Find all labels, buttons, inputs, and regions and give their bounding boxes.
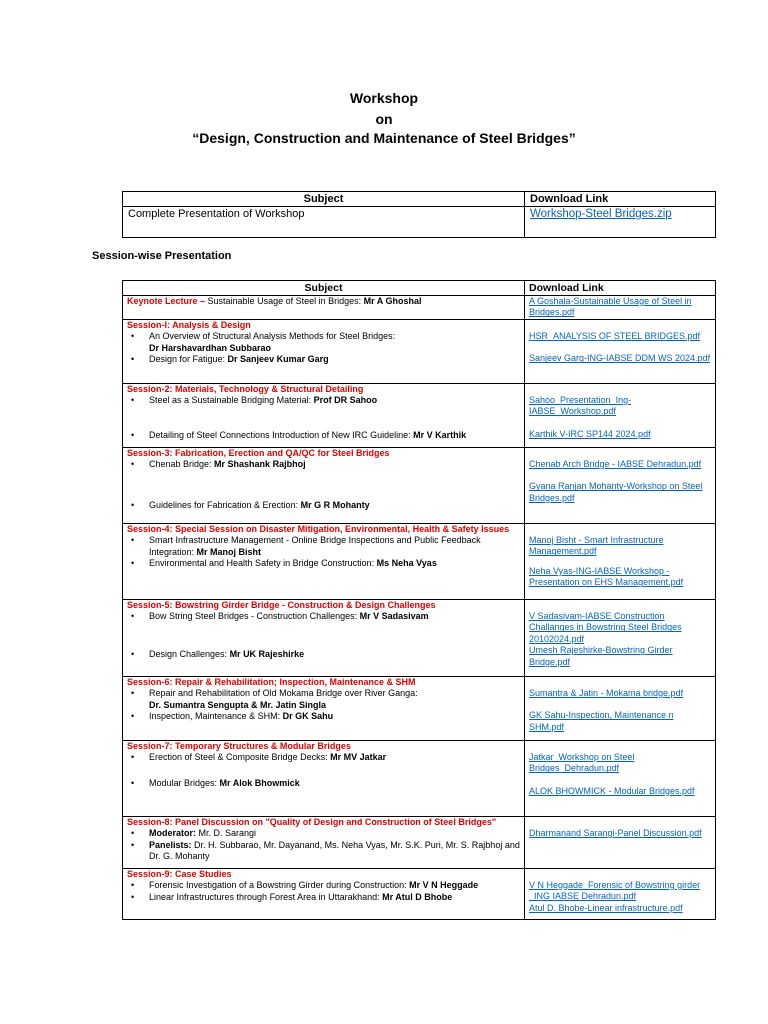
session-9-item-1-title: Forensic Investigation of a Bowstring Girder during Construction:	[149, 880, 410, 891]
table-row-session-6	[123, 677, 716, 741]
keynote-label: Keynote Lecture –	[127, 296, 208, 306]
session-8-moderator: Mr. D. Sarangi	[198, 828, 257, 839]
download-link-session-9-b[interactable]: Atul D. Bhobe-Linear infrastructure.pdf	[529, 902, 683, 913]
download-link-workshop-zip[interactable]: Workshop-Steel Bridges.zip	[530, 208, 672, 220]
session-9-heading: Session-9: Case Studies	[127, 869, 232, 879]
session-9-item-2-title: Linear Infrastructures through Forest Area in Uttarakhand:	[149, 891, 383, 902]
bullet-icon: •	[131, 354, 135, 365]
download-link-session-5-a[interactable]: V Sadasivam-IABSE Construction Challanges in Bowstring Steel Bridges 20102024.pdf	[529, 611, 682, 644]
download-link-session-6-a[interactable]: Sumantra & Jatin - Mokama bridge.pdf	[529, 688, 684, 698]
workshop-download-table	[122, 191, 716, 238]
session-5-item-1-title: Bow String Steel Bridges - Construction Challenges:	[149, 611, 360, 622]
session-7-item-1-speaker: Mr MV Jatkar	[330, 752, 387, 763]
download-link-session-6-b[interactable]: GK Sahu-Inspection, Maintenance n SHM.pdf	[529, 710, 674, 732]
session-1-item-2-title: Design for Fatigue:	[149, 354, 228, 365]
session-5-item-2-speaker: Mr UK Rajeshirke	[229, 648, 305, 659]
session-6-item-1-title: Repair and Rehabilitation of Old Mokama Bridge over River Ganga:	[149, 688, 418, 699]
bullet-icon: •	[131, 429, 135, 440]
download-link-session-3-a[interactable]: Chenab Arch Bridge - IABSE Dehradun.pdf	[529, 459, 702, 469]
col-header-download-link: Download Link	[525, 281, 716, 296]
session-3-item-2-speaker: Mr G R Mohanty	[300, 499, 370, 510]
download-link-session-7-b[interactable]: ALOK BHOWMICK - Modular Bridges.pdf	[529, 785, 695, 796]
session-2-heading: Session-2: Materials, Technology & Structural Detailing	[127, 384, 364, 394]
doc-title-on: on	[375, 111, 393, 127]
session-5-heading: Session-5: Bowstring Girder Bridge - Construction & Design Challenges	[127, 600, 436, 610]
session-2-item-1-title: Steel as a Sustainable Bridging Material:	[149, 395, 314, 406]
keynote-speaker: Mr A Ghoshal	[363, 296, 422, 306]
bullet-icon: •	[131, 777, 135, 788]
session-7-item-2-speaker: Mr Alok Bhowmick	[219, 777, 300, 788]
session-3-heading: Session-3: Fabrication, Erection and QA/QC for Steel Bridges	[127, 448, 390, 458]
session-1-item-1-title: An Overview of Structural Analysis Methods for Steel Bridges:	[149, 331, 396, 342]
download-link-session-5-b[interactable]: Umesh Rajeshirke-Bowstring Girder Bridge.pdf	[529, 645, 673, 667]
session-7-item-1-title: Erection of Steel & Composite Bridge Decks:	[149, 752, 331, 763]
session-4-item-2-title: Environmental and Health Safety in Bridge Construction:	[149, 558, 377, 569]
session-4-item-1-speaker: Mr Manoj Bisht	[196, 546, 262, 557]
session-6-item-2-title: Inspection, Maintenance & SHM:	[149, 711, 283, 722]
download-link-session-7-a[interactable]: Jatkar_Workshop on Steel Bridges_Dehradun.pdf	[529, 752, 635, 774]
download-link-session-2-b[interactable]: Karthik V-IRC SP144 2024.pdf	[529, 428, 651, 439]
bullet-icon: •	[131, 535, 135, 546]
session-6-item-2-speaker: Dr GK Sahu	[282, 711, 334, 722]
session-7-item-2-title: Modular Bridges:	[149, 777, 220, 788]
session-4-heading: Session-4: Special Session on Disaster Mitigation, Environmental, Health & Safety Issues	[127, 524, 510, 534]
session-2-item-2-speaker: Mr V Karthik	[413, 429, 467, 440]
table-row-session-9	[123, 869, 716, 920]
session-9-item-1-speaker: Mr V N Heggade	[409, 880, 479, 891]
download-link-session-1-b[interactable]: Sanjeev Garg-ING-IABSE DDM WS 2024.pdf	[529, 353, 711, 364]
bullet-icon: •	[131, 648, 135, 659]
session-6-item-1-speaker: Dr. Sumantra Sengupta & Mr. Jatin Singla	[149, 699, 327, 710]
download-link-session-2-a[interactable]: Sahoo_Presentation_Ing-IABSE_Workshop.pdf	[529, 395, 632, 417]
session-5-item-2-title: Design Challenges:	[149, 648, 230, 659]
session-6-heading: Session-6: Repair & Rehabilitation; Inspection, Maintenance & SHM	[127, 677, 416, 687]
bullet-icon: •	[131, 839, 135, 850]
bullet-icon: •	[131, 331, 135, 342]
session-3-item-2-title: Guidelines for Fabrication & Erection:	[149, 499, 301, 510]
session-1-item-2-speaker: Dr Sanjeev Kumar Garg	[227, 354, 329, 365]
download-link-session-1-a[interactable]: HSR_ANALYSIS OF STEEL BRIDGES.pdf	[529, 331, 701, 341]
session-9-item-2-speaker: Mr Atul D Bhobe	[382, 891, 453, 902]
download-link-session-3-b[interactable]: Gyana Ranjan Mohanty-Workshop on Steel Bridges.pdf	[529, 481, 703, 503]
session-8-panelists: Dr. H. Subbarao, Mr. Dayanand, Ms. Neha Vyas, Mr. S.K. Puri, Mr. S. Rajbhoj and Dr. G. Mohanty	[149, 839, 520, 862]
table-row-keynote	[123, 296, 716, 320]
bullet-icon: •	[131, 891, 135, 902]
session-download-table	[122, 280, 716, 920]
session-1-item-1-speaker: Dr Harshavardhan Subbarao	[149, 342, 272, 353]
bullet-icon: •	[131, 459, 135, 470]
session-3-item-1-speaker: Mr Shashank Rajbhoj	[214, 459, 306, 470]
bullet-icon: •	[131, 499, 135, 510]
session-3-item-1-title: Chenab Bridge:	[149, 459, 215, 470]
col-header-subject: Subject	[123, 281, 525, 296]
bullet-icon: •	[131, 880, 135, 891]
table-row-session-1	[123, 320, 716, 384]
section-heading-session-wise: Session-wise Presentation	[92, 250, 232, 262]
session-8-moderator-label: Moderator:	[149, 828, 199, 839]
doc-title-topic: “Design, Construction and Maintenance of Steel Bridges”	[192, 130, 576, 146]
bullet-icon: •	[131, 688, 135, 699]
session-2-item-1-speaker: Prof DR Sahoo	[313, 395, 378, 406]
session-2-item-2-title: Detailing of Steel Connections Introduction of New IRC Guideline:	[149, 429, 414, 440]
session-8-panelists-label: Panelists:	[149, 839, 195, 850]
keynote-title: Sustainable Usage of Steel in Bridges:	[207, 296, 364, 306]
download-link-session-9-a[interactable]: V N Heggade_Forensic of Bowstring girder _ING IABSE Dehradun.pdf	[529, 880, 701, 902]
table-row-session-4	[123, 524, 716, 600]
table-row-session-3	[123, 448, 716, 524]
table-row-session-7	[123, 741, 716, 817]
bullet-icon: •	[131, 711, 135, 722]
col-header-download-link: Download Link	[525, 192, 716, 207]
bullet-icon: •	[131, 828, 135, 839]
bullet-icon: •	[131, 395, 135, 406]
session-5-item-1-speaker: Mr V Sadasivam	[359, 611, 429, 622]
table-row-session-2	[123, 384, 716, 448]
download-link-keynote[interactable]: A Goshala-Sustainable Usage of Steel in Bridges.pdf	[529, 296, 692, 318]
col-header-subject: Subject	[123, 192, 525, 207]
bullet-icon: •	[131, 611, 135, 622]
session-1-heading: Session-I: Analysis & Design	[127, 320, 251, 330]
download-link-session-4-b[interactable]: Neha Vyas-ING-IABSE Workshop - Presentation on EHS Management.pdf	[529, 565, 684, 588]
doc-title-workshop: Workshop	[349, 90, 419, 106]
session-7-heading: Session-7: Temporary Structures & Modular Bridges	[127, 741, 351, 751]
table-row-session-8	[123, 817, 716, 869]
session-4-item-2-speaker: Ms Neha Vyas	[376, 558, 437, 569]
session-4-item-1-title: Smart Infrastructure Management - Online Bridge Inspections and Public Feedback Integration:	[149, 535, 481, 557]
table-row-session-5	[123, 600, 716, 677]
download-link-session-4-a[interactable]: Manoj Bisht - Smart Infrastructure Management.pdf	[529, 535, 664, 557]
session-8-heading: Session-8: Panel Discussion on "Quality of Design and Construction of Steel Bridges"	[127, 817, 497, 827]
download-link-session-8[interactable]: Dharmanand Sarangi-Panel Discussion.pdf	[529, 828, 702, 838]
bullet-icon: •	[131, 558, 135, 569]
row-subject: Complete Presentation of Workshop	[123, 207, 525, 238]
bullet-icon: •	[131, 752, 135, 763]
